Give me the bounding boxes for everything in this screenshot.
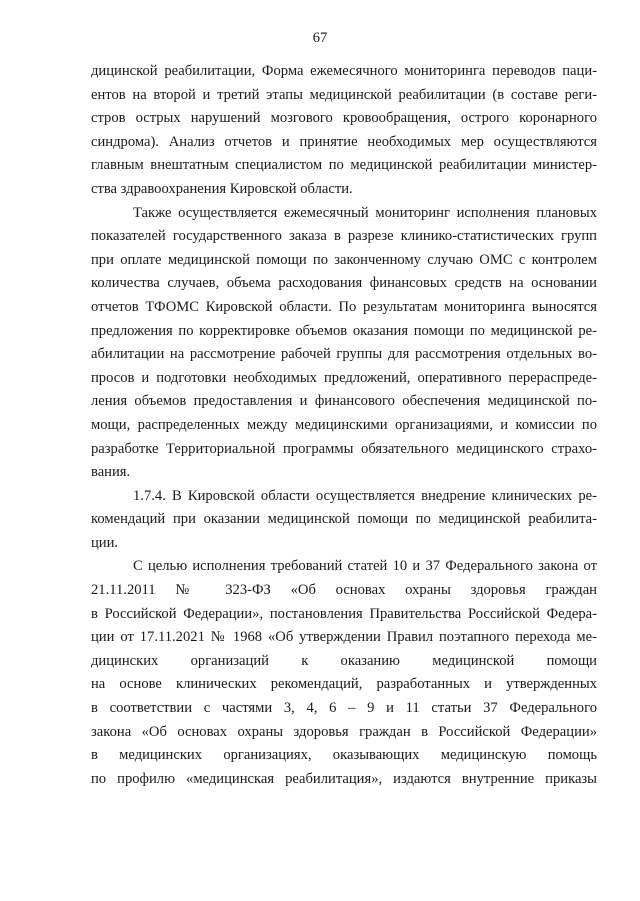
text-line: ентов на второй и третий этапы медицинской реабилитации (в составе реги- bbox=[91, 86, 597, 103]
text-line: ства здравоохранения Кировской области. bbox=[91, 180, 353, 197]
paragraph-continuation bbox=[91, 60, 597, 202]
text-line: Также осуществляется ежемесячный мониторинг исполнения плановых bbox=[133, 204, 597, 221]
paragraph-monitoring bbox=[91, 202, 597, 485]
text-line: на основе клинических рекомендаций, разработанных и утвержденных bbox=[91, 676, 597, 693]
text-line: С целью исполнения требований статей 10 и 37 Федерального закона от bbox=[133, 558, 597, 575]
text-line: ления объемов предоставления и финансового обеспечения медицинской по- bbox=[91, 393, 597, 410]
text-line: отчетов ТФОМС Кировской области. По результатам мониторинга выносятся bbox=[91, 298, 597, 315]
text-line: 1.7.4. В Кировской области осуществляется внедрение клинических ре- bbox=[133, 487, 597, 504]
paragraph-federal-law bbox=[91, 555, 597, 791]
text-line: по профилю «медицинская реабилитация», издаются внутренние приказы bbox=[91, 770, 597, 787]
text-line: синдрома). Анализ отчетов и принятие необходимых мер осуществляются bbox=[91, 133, 597, 150]
text-line: стров острых нарушений мозгового кровообращения, острого коронарного bbox=[91, 110, 597, 127]
text-line: просов и подготовки необходимых предложений, оперативного перераспреде- bbox=[91, 369, 597, 386]
text-line: разработке Территориальной программы обязательного медицинского страхо- bbox=[91, 440, 597, 457]
text-line: 21.11.2011 № 323-ФЗ «Об основах охраны здоровья граждан bbox=[91, 582, 597, 599]
text-line: при оплате медицинской помощи по законченному случаю ОМС с контролем bbox=[91, 251, 597, 268]
text-line: показателей государственного заказа в разрезе клинико-статистических групп bbox=[91, 228, 597, 245]
text-line: ции. bbox=[91, 534, 119, 551]
text-line: в медицинских организациях, оказывающих медицинскую помощь bbox=[91, 747, 597, 764]
page-number: 67 bbox=[312, 30, 328, 46]
text-line: дицинской реабилитации, Форма ежемесячного мониторинга переводов паци- bbox=[91, 63, 597, 79]
text-line: в Российской Федерации», постановления Правительства Российской Федера- bbox=[91, 605, 597, 622]
text-line: абилитации на рассмотрение рабочей группы для рассмотрения отдельных во- bbox=[91, 346, 597, 363]
text-line: количества случаев, объема расходования финансовых средств на основании bbox=[91, 275, 597, 292]
paragraph-section-1-7-4 bbox=[91, 485, 597, 556]
text-line: предложения по корректировке объемов оказания помощи по медицинской ре- bbox=[91, 322, 597, 339]
text-line: ции от 17.11.2021 № 1968 «Об утверждении Правил поэтапного перехода ме- bbox=[91, 629, 597, 646]
text-line: главным внештатным специалистом по медицинской реабилитации министер- bbox=[91, 157, 597, 174]
text-line: дицинских организаций к оказанию медицинской помощи bbox=[91, 652, 597, 669]
text-line: мощи, распределенных между медицинскими организациями, и комиссии по bbox=[91, 416, 597, 433]
text-line: в соответствии с частями 3, 4, 6 – 9 и 11 статьи 37 Федерального bbox=[91, 700, 597, 717]
document-body bbox=[91, 60, 597, 791]
text-line: вания. bbox=[91, 464, 131, 481]
text-line: комендаций при оказании медицинской помощи по медицинской реабилита- bbox=[91, 511, 597, 528]
text-line: закона «Об основах охраны здоровья граждан в Российской Федерации» bbox=[91, 723, 597, 740]
